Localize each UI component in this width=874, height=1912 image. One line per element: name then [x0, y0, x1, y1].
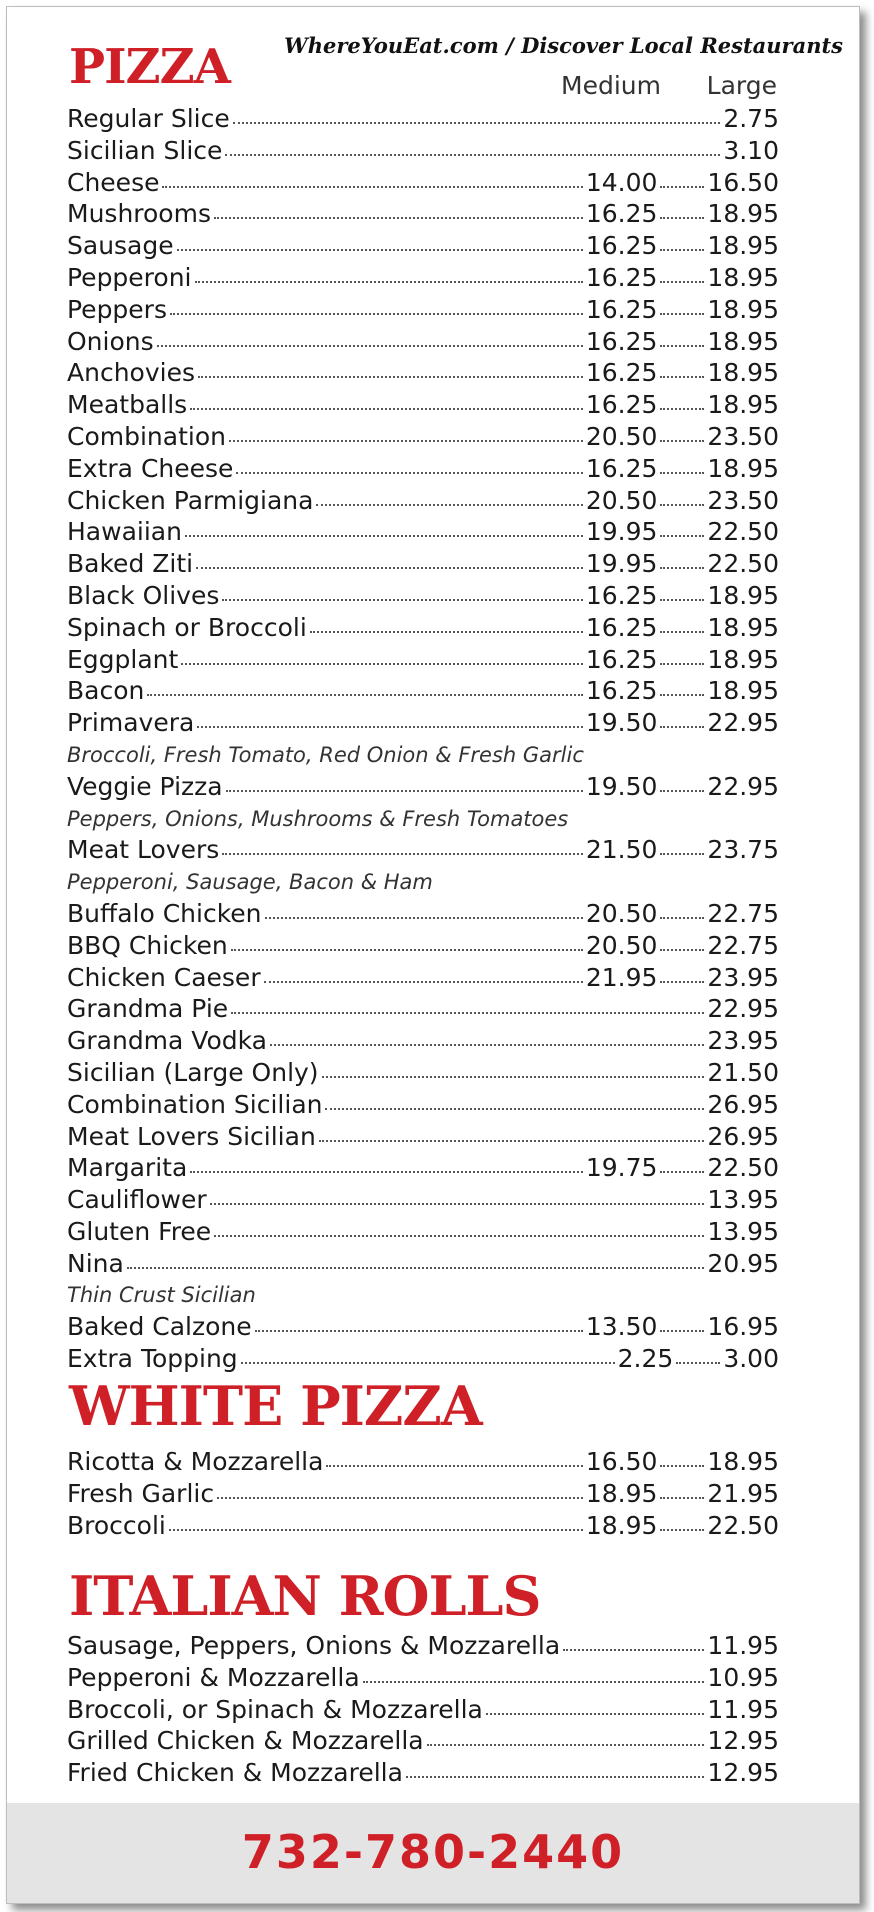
dot-leader: [157, 345, 583, 347]
item-name: Baked Ziti: [67, 549, 194, 579]
menu-item: [67, 199, 779, 231]
menu-item: [67, 295, 779, 327]
dot-leader: [255, 1330, 583, 1332]
price-medium: 20.50: [585, 485, 658, 515]
price-large: 22.95: [707, 771, 779, 801]
item-name: Meatballs: [67, 390, 188, 420]
dot-leader: [660, 472, 704, 474]
price: 12.95: [707, 1726, 779, 1756]
dot-leader: [231, 949, 583, 951]
dot-leader: [660, 917, 704, 919]
dot-leader: [660, 281, 704, 283]
item-name: Extra Cheese: [67, 453, 234, 483]
price-large: 18.95: [707, 326, 779, 356]
menu-item: [67, 1058, 779, 1090]
dot-leader: [486, 1713, 705, 1715]
item-name: Broccoli: [67, 1510, 166, 1540]
item-name: Extra Topping: [67, 1344, 238, 1374]
menu-item: [67, 422, 779, 454]
column-header-medium: Medium: [561, 71, 661, 100]
dot-leader: [190, 1171, 583, 1173]
menu-item: [67, 581, 779, 613]
price-large: 18.95: [707, 358, 779, 388]
item-name: Baked Calzone: [67, 1312, 252, 1342]
item-name: Sicilian Slice: [67, 135, 223, 165]
dot-leader: [660, 1497, 704, 1499]
price-medium: 19.50: [585, 771, 658, 801]
dot-leader: [222, 599, 582, 601]
menu-item: [67, 645, 779, 677]
menu-item: [67, 1695, 779, 1727]
dot-leader: [214, 1235, 704, 1237]
menu-item: [67, 327, 779, 359]
dot-leader: [197, 726, 583, 728]
price-large: 18.95: [707, 644, 779, 674]
dot-leader: [264, 981, 583, 983]
price-medium: 18.95: [585, 1510, 658, 1540]
item-name: Veggie Pizza: [67, 771, 223, 801]
menu-item: [67, 1631, 779, 1663]
price-large: 22.75: [707, 930, 779, 960]
dot-leader: [170, 313, 583, 315]
menu-item: [67, 772, 779, 804]
price-large: 16.50: [707, 167, 779, 197]
item-name: Grandma Vodka: [67, 1026, 267, 1056]
item-name: Hawaiian: [67, 517, 182, 547]
menu-item: [67, 231, 779, 263]
dot-leader: [326, 1465, 582, 1467]
price-medium: 16.50: [585, 1447, 658, 1476]
dot-leader: [265, 917, 583, 919]
italian-rolls-item-list: [67, 1631, 779, 1790]
item-name: Meat Lovers: [67, 835, 220, 865]
phone-footer: [7, 1803, 859, 1903]
price-medium: 19.50: [585, 708, 658, 738]
price-large: 16.95: [707, 1312, 779, 1342]
dot-leader: [660, 694, 704, 696]
white-pizza-section-title: WHITE PIZZA: [69, 1374, 482, 1438]
item-name: Margarita: [67, 1153, 188, 1183]
dot-leader: [660, 535, 704, 537]
price-large: 21.95: [707, 1478, 779, 1508]
menu-item: [67, 1217, 779, 1249]
watermark: WhereYouEat.com / Discover Local Restaurants: [284, 33, 843, 58]
price-large: 18.95: [707, 580, 779, 610]
phone-number: 732-780-2440: [241, 1825, 625, 1879]
dot-leader: [127, 1267, 705, 1269]
price: 11.95: [707, 1694, 779, 1724]
item-name: Spinach or Broccoli: [67, 612, 307, 642]
item-name: Combination: [67, 421, 226, 451]
price: 3.10: [723, 135, 779, 165]
dot-leader: [660, 949, 704, 951]
dot-leader: [241, 1362, 615, 1364]
item-name: Cheese: [67, 167, 160, 197]
item-name: Primavera: [67, 708, 195, 738]
dot-leader: [660, 313, 704, 315]
dot-leader: [169, 1529, 583, 1531]
dot-leader: [196, 567, 583, 569]
dot-leader: [225, 154, 720, 156]
item-name: Anchovies: [67, 358, 195, 388]
dot-leader: [660, 1529, 704, 1531]
price-large: 18.95: [707, 390, 779, 420]
price-medium: 16.25: [585, 358, 658, 388]
dot-leader: [195, 281, 583, 283]
price-medium: 16.25: [585, 231, 658, 261]
menu-item: [67, 708, 779, 740]
price-medium: 16.25: [585, 644, 658, 674]
menu-item: [67, 1090, 779, 1122]
price: 26.95: [707, 1089, 779, 1119]
dot-leader: [217, 1497, 583, 1499]
price-large: 23.50: [707, 485, 779, 515]
price-large: 18.95: [707, 199, 779, 229]
menu-item: [67, 931, 779, 963]
dot-leader: [162, 186, 582, 188]
item-name: Ricotta & Mozzarella: [67, 1447, 324, 1476]
column-header-large: Large: [706, 71, 777, 100]
item-description: Pepperoni, Sausage, Bacon & Ham: [67, 870, 433, 895]
item-name: Bacon: [67, 676, 145, 706]
pizza-item-list: [67, 104, 779, 1376]
price-large: 18.95: [707, 294, 779, 324]
price-medium: 16.25: [585, 390, 658, 420]
dot-leader: [660, 567, 704, 569]
dot-leader: [660, 853, 704, 855]
item-name: Regular Slice: [67, 104, 230, 133]
dot-leader: [660, 1465, 704, 1467]
menu-item: [67, 358, 779, 390]
menu-item: [67, 486, 779, 518]
price-medium: 20.50: [585, 421, 658, 451]
menu-item: [67, 1153, 779, 1185]
dot-leader: [177, 249, 583, 251]
price-medium: 18.95: [585, 1478, 658, 1508]
dot-leader: [563, 1649, 704, 1651]
item-name: Sicilian (Large Only): [67, 1057, 319, 1087]
price-medium: 19.95: [585, 549, 658, 579]
dot-leader: [226, 790, 583, 792]
menu-item: [67, 1479, 779, 1511]
price-large: 18.95: [707, 231, 779, 261]
dot-leader: [198, 376, 583, 378]
dot-leader: [660, 217, 704, 219]
price-medium: 16.25: [585, 294, 658, 324]
dot-leader: [325, 1108, 704, 1110]
menu-item: [67, 1726, 779, 1758]
price-medium: 16.25: [585, 453, 658, 483]
item-name: Eggplant: [67, 644, 179, 674]
dot-leader: [222, 853, 583, 855]
dot-leader: [660, 504, 704, 506]
price: 23.95: [707, 1026, 779, 1056]
item-name: Onions: [67, 326, 154, 356]
price-medium: 16.25: [585, 676, 658, 706]
dot-leader: [233, 122, 721, 124]
price-large: 23.95: [707, 962, 779, 992]
menu-page: [6, 6, 860, 1904]
dot-leader: [190, 408, 583, 410]
price-medium: 19.95: [585, 517, 658, 547]
item-name: Mushrooms: [67, 199, 211, 229]
menu-item: [67, 899, 779, 931]
menu-item: [67, 1122, 779, 1154]
dot-leader: [660, 1171, 704, 1173]
menu-item: [67, 1663, 779, 1695]
menu-item: [67, 963, 779, 995]
price-large: 3.00: [723, 1344, 779, 1374]
price: 13.95: [707, 1185, 779, 1215]
dot-leader: [660, 186, 704, 188]
item-name: Buffalo Chicken: [67, 898, 262, 928]
dot-leader: [427, 1744, 705, 1746]
dot-leader: [147, 694, 582, 696]
price: 10.95: [707, 1662, 779, 1692]
price-medium: 14.00: [585, 167, 658, 197]
price-medium: 16.25: [585, 199, 658, 229]
price-large: 18.95: [707, 612, 779, 642]
dot-leader: [660, 1330, 704, 1332]
price-medium: 21.95: [585, 962, 658, 992]
item-description: Thin Crust Sicilian: [67, 1283, 256, 1308]
price: 26.95: [707, 1121, 779, 1151]
menu-item: [67, 613, 779, 645]
pizza-section-title: PIZZA: [69, 39, 230, 95]
item-name: Gluten Free: [67, 1216, 212, 1246]
dot-leader: [676, 1362, 720, 1364]
menu-item: [67, 1344, 779, 1376]
menu-item: [67, 263, 779, 295]
dot-leader: [660, 249, 704, 251]
price: 21.50: [707, 1057, 779, 1087]
price-large: 18.95: [707, 676, 779, 706]
item-name: Chicken Caeser: [67, 962, 261, 992]
price: 13.95: [707, 1216, 779, 1246]
item-name: Sausage, Peppers, Onions & Mozzarella: [67, 1631, 561, 1660]
item-description: Peppers, Onions, Mushrooms & Fresh Tomatoes: [67, 806, 569, 831]
menu-item: [67, 517, 779, 549]
price-large: 22.50: [707, 1153, 779, 1183]
price-large: 22.50: [707, 517, 779, 547]
white-pizza-item-list: [67, 1447, 779, 1542]
price-large: 18.95: [707, 262, 779, 292]
menu-item: [67, 676, 779, 708]
price-medium: 19.75: [585, 1153, 658, 1183]
item-name: Cauliflower: [67, 1185, 207, 1215]
menu-item: [67, 390, 779, 422]
dot-leader: [322, 1076, 705, 1078]
price-large: 23.75: [707, 835, 779, 865]
item-name: Fried Chicken & Mozzarella: [67, 1758, 403, 1788]
menu-item: [67, 1185, 779, 1217]
dot-leader: [181, 663, 583, 665]
menu-item: [67, 1312, 779, 1344]
dot-leader: [660, 790, 704, 792]
price: 12.95: [707, 1758, 779, 1788]
item-name: Sausage: [67, 231, 174, 261]
price-medium: 21.50: [585, 835, 658, 865]
price-medium: 16.25: [585, 262, 658, 292]
item-name: Black Olives: [67, 580, 220, 610]
dot-leader: [185, 535, 583, 537]
dot-leader: [660, 345, 704, 347]
dot-leader: [660, 408, 704, 410]
price-large: 23.50: [707, 421, 779, 451]
dot-leader: [310, 631, 583, 633]
item-name: Nina: [67, 1248, 124, 1278]
item-name: Grilled Chicken & Mozzarella: [67, 1726, 424, 1756]
price-medium: 20.50: [585, 898, 658, 928]
dot-leader: [660, 440, 704, 442]
dot-leader: [660, 726, 704, 728]
price-medium: 16.25: [585, 326, 658, 356]
dot-leader: [214, 217, 583, 219]
dot-leader: [236, 472, 582, 474]
dot-leader: [319, 1140, 705, 1142]
item-name: Chicken Parmigiana: [67, 485, 314, 515]
italian-rolls-section-title: ITALIAN ROLLS: [69, 1564, 541, 1628]
menu-item: [67, 136, 779, 168]
item-name: Pepperoni & Mozzarella: [67, 1662, 360, 1692]
item-name: Grandma Pie: [67, 994, 229, 1024]
price: 22.95: [707, 994, 779, 1024]
dot-leader: [231, 1012, 704, 1014]
item-name: Peppers: [67, 294, 167, 324]
dot-leader: [660, 376, 704, 378]
price: 2.75: [723, 104, 779, 133]
price-large: 22.95: [707, 708, 779, 738]
price-medium: 20.50: [585, 930, 658, 960]
price-medium: 13.50: [585, 1312, 658, 1342]
price-medium: 16.25: [585, 612, 658, 642]
menu-item: [67, 104, 779, 136]
dot-leader: [229, 440, 583, 442]
price-large: 18.95: [707, 1447, 779, 1476]
price-large: 22.50: [707, 549, 779, 579]
dot-leader: [406, 1776, 704, 1778]
item-name: Combination Sicilian: [67, 1089, 323, 1119]
menu-item: [67, 835, 779, 867]
dot-leader: [363, 1681, 705, 1683]
dot-leader: [316, 504, 582, 506]
dot-leader: [210, 1203, 705, 1205]
dot-leader: [660, 599, 704, 601]
menu-item: [67, 1758, 779, 1790]
dot-leader: [270, 1044, 704, 1046]
dot-leader: [660, 663, 704, 665]
price-medium: 16.25: [585, 580, 658, 610]
item-name: BBQ Chicken: [67, 930, 228, 960]
price-large: 18.95: [707, 453, 779, 483]
menu-item: [67, 1249, 779, 1281]
menu-item: [67, 1511, 779, 1543]
menu-item: [67, 549, 779, 581]
item-name: Broccoli, or Spinach & Mozzarella: [67, 1694, 483, 1724]
menu-item: [67, 168, 779, 200]
item-name: Pepperoni: [67, 262, 192, 292]
menu-item: [67, 994, 779, 1026]
price-large: 22.50: [707, 1510, 779, 1540]
price-large: 22.75: [707, 898, 779, 928]
item-description: Broccoli, Fresh Tomato, Red Onion & Fresh Garlic: [67, 742, 584, 767]
price: 11.95: [707, 1631, 779, 1660]
item-name: Meat Lovers Sicilian: [67, 1121, 316, 1151]
menu-item: [67, 454, 779, 486]
dot-leader: [660, 631, 704, 633]
menu-item: [67, 1026, 779, 1058]
item-name: Fresh Garlic: [67, 1478, 215, 1508]
menu-item: [67, 1447, 779, 1479]
dot-leader: [660, 981, 704, 983]
price-medium: 2.25: [617, 1344, 674, 1374]
price: 20.95: [707, 1248, 779, 1278]
